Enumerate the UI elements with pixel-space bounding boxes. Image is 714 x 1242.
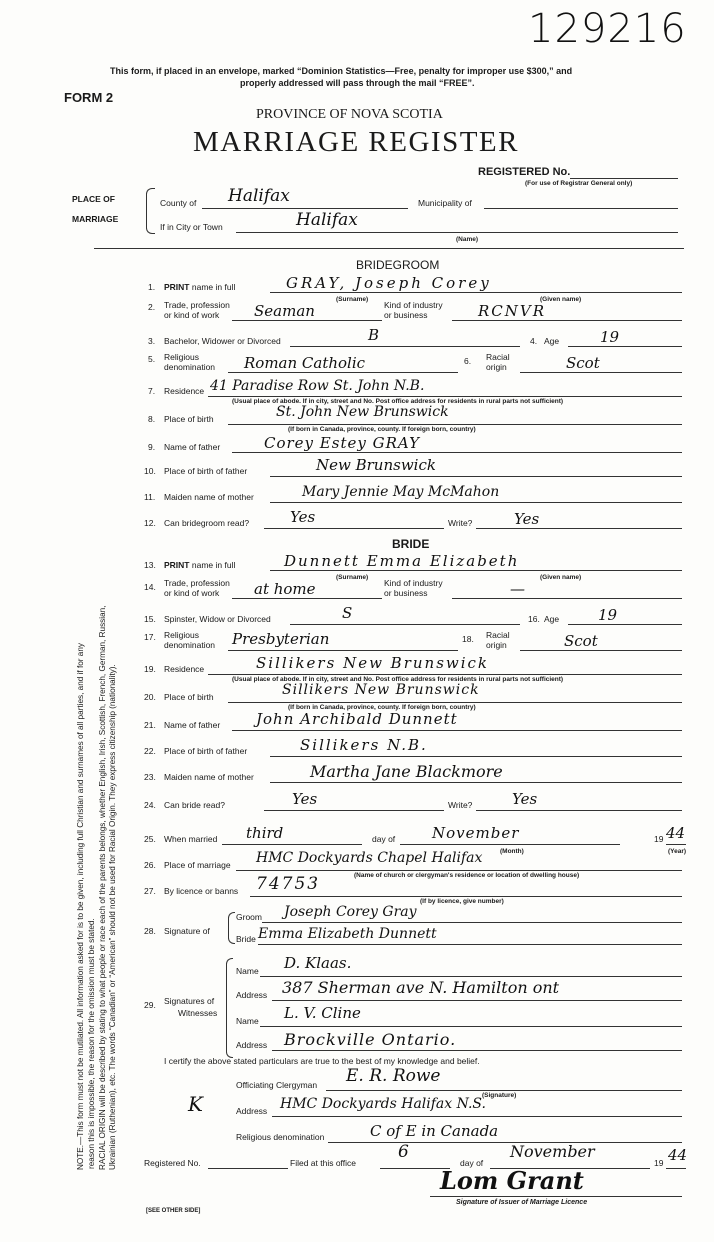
bride-trade-value: at home (254, 580, 316, 598)
row15-num: 15. (144, 614, 156, 624)
row18-label-b: origin (486, 640, 507, 650)
row7-num: 7. (148, 386, 156, 396)
bride-name-value: Dunnett Emma Elizabeth (284, 552, 520, 570)
groom-name-value: GRAY, Joseph Corey (286, 274, 492, 292)
bride-residence-value: Sillikers New Brunswick (256, 654, 490, 672)
groom-kind-label-b: or business (384, 310, 428, 320)
clergyman-signature: E. R. Rowe (346, 1066, 441, 1086)
witness2-address-label: Address (236, 1040, 268, 1050)
licence-number-value: 74753 (256, 874, 321, 894)
row20-num: 20. (144, 692, 156, 702)
row19-num: 19. (144, 664, 156, 674)
row14-label-a: Trade, profession (164, 578, 230, 588)
row12-num: 12. (144, 518, 156, 528)
row24-label: Can bride read? (164, 800, 225, 810)
registered-no-label: REGISTERED No. (478, 166, 571, 178)
bride-mother-value: Martha Jane Blackmore (310, 762, 503, 781)
groom-religion-value: Roman Catholic (244, 354, 366, 372)
row21-num: 21. (144, 720, 156, 730)
register-number-handwritten: 129216 (528, 6, 687, 52)
bride-industry-value: — (510, 580, 525, 598)
row8-num: 8. (148, 414, 156, 424)
groom-racial-value: Scot (566, 354, 600, 372)
row29-num: 29. (144, 1000, 156, 1010)
filed-label: Filed at this office (290, 1158, 356, 1168)
bride-age-value: 19 (598, 606, 618, 624)
residence-note: (Usual place of abode. If in city, street and No. Post office address for residents in rural parts not sufficient) (232, 398, 564, 405)
row14-num: 14. (144, 582, 156, 592)
signature-note: (Signature) (482, 1092, 517, 1099)
place-of-label: PLACE OF (72, 194, 115, 204)
row2-label-b: or kind of work (164, 310, 220, 320)
side-note (76, 606, 119, 1170)
county-value: Halifax (228, 186, 290, 206)
city-value: Halifax (296, 210, 358, 230)
groom-trade-value: Seaman (254, 302, 315, 320)
row9-num: 9. (148, 442, 156, 452)
side-note-line3: RACIAL ORIGIN will be described by stating to what people or race each of the parents belongs, whether English, Irish, Scottish, French, German, Russian, (97, 605, 107, 1170)
filed-month-value: November (510, 1142, 595, 1161)
row4-num: 4. (530, 336, 538, 346)
bride-status-value: S (342, 604, 353, 622)
row16-label: Age (544, 614, 560, 624)
marriage-month-value: November (432, 824, 520, 842)
row15-label: Spinster, Widow or Divorced (164, 614, 271, 624)
row5-label-b: denomination (164, 362, 216, 372)
clergyman-label: Officiating Clergyman (236, 1080, 318, 1090)
county-label: County of (160, 198, 197, 208)
row16-num: 16. (528, 614, 540, 624)
row7-label: Residence (164, 386, 205, 396)
groom-mother-value: Mary Jennie May McMahon (302, 484, 500, 500)
marriage-day-value: third (246, 824, 284, 842)
row29-label-b: Witnesses (178, 1008, 218, 1018)
surname-note: (Surname) (336, 296, 369, 303)
row25-num: 25. (144, 834, 156, 844)
groom-father-value: Corey Estey GRAY (264, 434, 420, 452)
given-name-note: (Given name) (540, 296, 582, 303)
bride-signature: Emma Elizabeth Dunnett (258, 926, 437, 942)
registrar-note: (For use of Registrar General only) (525, 180, 633, 187)
marriage-year-prefix: 19 (654, 834, 664, 844)
witness2-name-label: Name (236, 1016, 259, 1026)
groom-father-birthplace-value: New Brunswick (316, 456, 436, 474)
filed-day-value: 6 (398, 1142, 409, 1162)
row13-label: PRINT name in full (164, 560, 236, 570)
bride-heading: BRIDE (392, 537, 430, 551)
bride-religion-value: Presbyterian (232, 630, 330, 648)
row6-label-b: origin (486, 362, 507, 372)
row4-label: Age (544, 336, 560, 346)
row18-label-a: Racial (486, 630, 510, 640)
witness1-address-label: Address (236, 990, 268, 1000)
bride-surname-note: (Surname) (336, 574, 369, 581)
row17-label-a: Religious (164, 630, 199, 640)
filed-day-of-label: day of (460, 1158, 484, 1168)
postal-note-line1: This form, if placed in an envelope, marked “Dominion Statistics—Free, penalty for improper use $300,” and (110, 66, 573, 76)
row14-label-b: or kind of work (164, 588, 220, 598)
groom-read-value: Yes (290, 508, 316, 526)
municipality-label: Municipality of (418, 198, 472, 208)
groom-signature: Joseph Corey Gray (284, 904, 417, 920)
row27-num: 27. (144, 886, 156, 896)
witness2-name: L. V. Cline (284, 1004, 361, 1022)
row3-num: 3. (148, 336, 156, 346)
see-other-side: [SEE OTHER SIDE] (146, 1208, 201, 1214)
row28-num: 28. (144, 926, 156, 936)
row17-label-b: denomination (164, 640, 216, 650)
row11-label: Maiden name of mother (164, 492, 254, 502)
groom-kind-label-a: Kind of industry (384, 300, 443, 310)
place-of-marriage-note: (Name of church or clergyman's residence or location of dwelling house) (354, 872, 580, 879)
row6-num: 6. (464, 356, 472, 366)
bride-kind-label-b: or business (384, 588, 428, 598)
row2-num: 2. (148, 302, 156, 312)
registered-no-bottom-label: Registered No. (144, 1158, 201, 1168)
bride-father-birthplace-value: Sillikers N.B. (300, 736, 428, 754)
groom-status-value: B (368, 326, 380, 344)
bride-racial-value: Scot (564, 632, 598, 650)
row6-label-a: Racial (486, 352, 510, 362)
bride-birthplace-value: Sillikers New Brunswick (282, 682, 480, 698)
row21-label: Name of father (164, 720, 221, 730)
bride-signature-label: Bride (236, 934, 256, 944)
row19-label: Residence (164, 664, 205, 674)
marriage-label: MARRIAGE (72, 214, 119, 224)
row9-label: Name of father (164, 442, 221, 452)
page-title: MARRIAGE REGISTER (193, 126, 519, 158)
bridegroom-heading: BRIDEGROOM (356, 258, 440, 272)
row8-label: Place of birth (164, 414, 214, 424)
row3-label: Bachelor, Widower or Divorced (164, 336, 281, 346)
licence-note: (If by licence, give number) (420, 898, 504, 905)
denomination-label: Religious denomination (236, 1132, 325, 1142)
row28-label: Signature of (164, 926, 210, 936)
certify-text: I certify the above stated particulars are true to the best of my knowledge and belief. (164, 1056, 480, 1066)
row26-num: 26. (144, 860, 156, 870)
bride-write-value: Yes (512, 790, 538, 808)
row25-label: When married (164, 834, 218, 844)
bride-kind-label-a: Kind of industry (384, 578, 443, 588)
side-note-line4: Ukrainian (Ruthenian), etc. The words “Canadian” or “American” should not be used for Racial Origin. They express citizenship (nationality). (108, 664, 118, 1170)
filed-year-prefix: 19 (654, 1158, 664, 1168)
witness1-name: D. Klaas. (284, 954, 352, 972)
row22-label: Place of birth of father (164, 746, 248, 756)
row22-num: 22. (144, 746, 156, 756)
groom-write-value: Yes (514, 510, 540, 528)
name-note: (Name) (456, 236, 479, 243)
bride-residence-note: (Usual place of abode. If in city, street and No. Post office address for residents in rural parts not sufficient) (232, 676, 564, 683)
issuer-signature: Lom Grant (440, 1166, 584, 1195)
row13-num: 13. (144, 560, 156, 570)
postal-note-line2: properly addressed will pass through the mail “FREE”. (240, 78, 475, 88)
side-note-line1: NOTE.—This form must not be mutilated. All information asked for is to be given, including full Christian and surnames of all parties, and if for any (76, 643, 85, 1170)
row10-num: 10. (144, 466, 156, 476)
margin-initial-mark: K (188, 1092, 203, 1116)
city-label: If in City or Town (160, 222, 223, 232)
bride-read-value: Yes (292, 790, 318, 808)
groom-age-value: 19 (600, 328, 620, 346)
side-note-line2: reason this is impossible, the reason for the omission must be stated. (86, 918, 96, 1169)
denomination-value: C of E in Canada (370, 1122, 499, 1140)
year-note: (Year) (668, 848, 687, 855)
row23-label: Maiden name of mother (164, 772, 254, 782)
row5-num: 5. (148, 354, 156, 364)
row27-label: By licence or banns (164, 886, 239, 896)
row12-label: Can bridegroom read? (164, 518, 250, 528)
marriage-year-value: 44 (666, 824, 686, 842)
row5-label-a: Religious (164, 352, 199, 362)
witness1-address: 387 Sherman ave N. Hamilton ont (282, 978, 560, 997)
witness2-address: Brockville Ontario. (284, 1030, 457, 1049)
row26-label: Place of marriage (164, 860, 231, 870)
row2-label-a: Trade, profession (164, 300, 230, 310)
row11-num: 11. (144, 492, 156, 502)
groom-write-label: Write? (448, 518, 473, 528)
row20-label: Place of birth (164, 692, 214, 702)
row29-label-a: Signatures of (164, 996, 215, 1006)
row17-num: 17. (144, 632, 156, 642)
issuer-note: Signature of Issuer of Marriage Licence (456, 1199, 588, 1206)
row1-num: 1. (148, 282, 156, 292)
groom-signature-label: Groom (236, 912, 262, 922)
witness1-name-label: Name (236, 966, 259, 976)
bride-birthplace-note: (If born in Canada, province, county. If foreign born, country) (288, 704, 476, 711)
bride-write-label: Write? (448, 800, 473, 810)
bride-given-note: (Given name) (540, 574, 582, 581)
row10-label: Place of birth of father (164, 466, 248, 476)
row23-num: 23. (144, 772, 156, 782)
clergy-address-value: HMC Dockyards Halifax N.S. (280, 1096, 486, 1112)
birthplace-note: (If born in Canada, province, county. If foreign born, country) (288, 426, 476, 433)
groom-birthplace-value: St. John New Brunswick (276, 404, 449, 420)
row18-num: 18. (462, 634, 474, 644)
filed-year-value: 44 (668, 1146, 688, 1164)
province-heading: PROVINCE OF NOVA SCOTIA (256, 107, 443, 122)
bride-father-value: John Archibald Dunnett (256, 710, 458, 728)
marriage-place-value: HMC Dockyards Chapel Halifax (256, 850, 483, 866)
groom-residence-value: 41 Paradise Row St. John N.B. (210, 378, 425, 394)
marriage-day-of-label: day of (372, 834, 396, 844)
clergy-address-label: Address (236, 1106, 268, 1116)
row24-num: 24. (144, 800, 156, 810)
row1-label: PRINT name in full (164, 282, 236, 292)
month-note: (Month) (500, 848, 524, 855)
groom-industry-value: RCNVR (478, 302, 547, 320)
form-label: FORM 2 (64, 90, 114, 105)
